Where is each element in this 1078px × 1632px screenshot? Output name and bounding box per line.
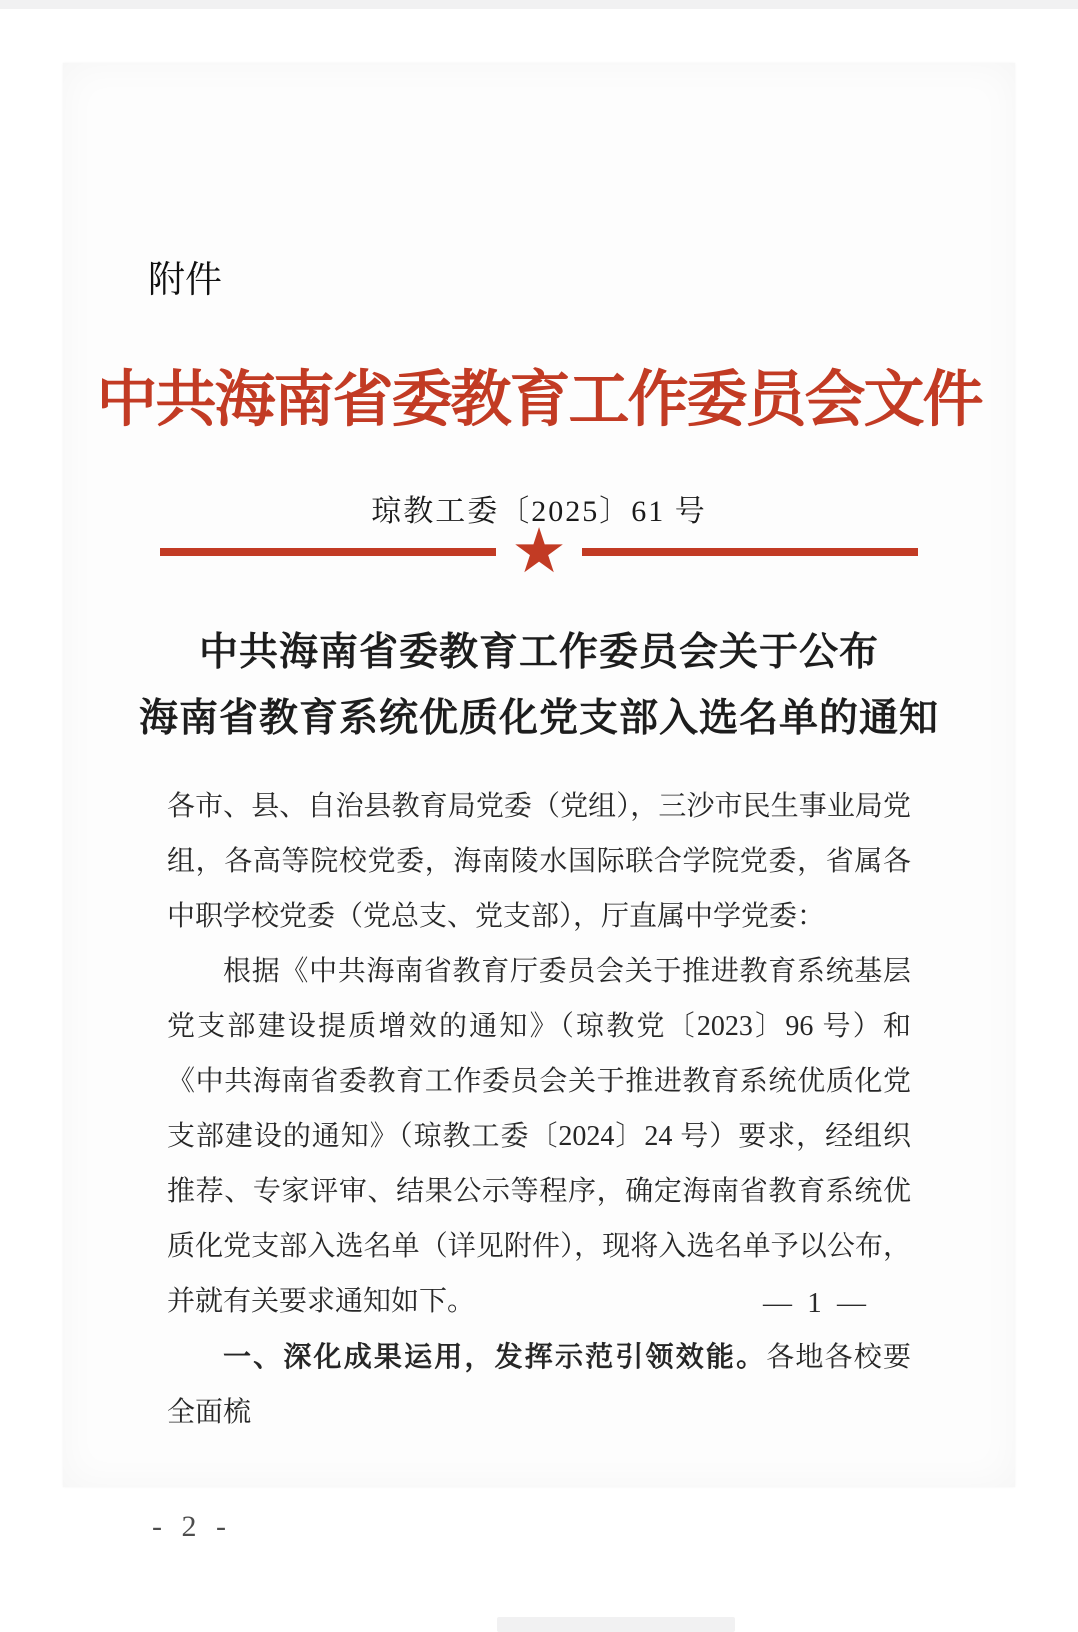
body-text [167, 779, 911, 1440]
top-edge-strip [0, 0, 1078, 9]
notice-title-line2: 海南省教育系统优质化党支部入选名单的通知 [138, 697, 939, 740]
text-run: 各市、县、自治县教育局党委（党组），三沙市民生事业局党组，各高等院校党委，海南陵水国际联合学院党委，省属各中职学校党委（党总支、党支部），厅直属中学党委： [167, 791, 911, 932]
paragraph [167, 779, 911, 944]
notice-title [63, 620, 1015, 752]
scanned-page [63, 63, 1015, 1487]
bold-text-run: 一、深化成果运用，发挥示范引领效能。 [223, 1341, 767, 1372]
red-letterhead-title: 中共海南省委教育工作委员会文件 [96, 367, 982, 434]
attachment-label: 附件 [148, 259, 222, 300]
paragraph [167, 944, 911, 1329]
page-number-inner: — 1 — [763, 1287, 870, 1319]
page-number-outer: - 2 - [152, 1510, 232, 1543]
document-number: 琼教工委〔2025〕61 号 [371, 495, 707, 528]
text-run: 根据《中共海南省教育厅委员会关于推进教育系统基层党支部建设提质增效的通知》（琼教党〔2023〕96 号）和《中共海南省委教育工作委员会关于推进教育系统优质化党支部建设的通知》（琼教工委〔2024〕24 号）要求，经组织推荐、专家评审、结果公示等程序，确定海南省教育系统优质化党支部入选名单（详见附件），现将入选名单予以公布，并就有关要求通知如下。 [167, 956, 911, 1317]
paragraph [167, 1329, 911, 1440]
bottom-edge-bar [497, 1617, 735, 1632]
text-run: 各地各校要全面梳 [167, 1342, 911, 1428]
notice-title-line1: 中共海南省委教育工作委员会关于公布 [198, 631, 879, 674]
red-star-icon: ★ [511, 518, 567, 586]
